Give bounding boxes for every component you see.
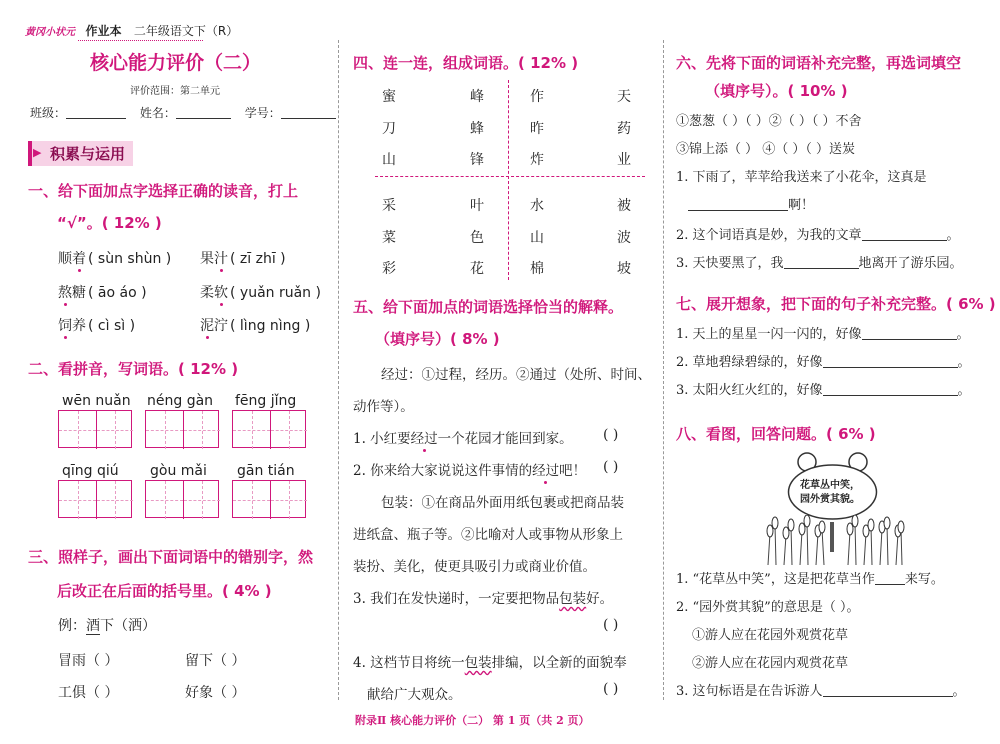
q8-option: ①游人应在花园外观赏花草 <box>692 628 849 643</box>
q4-title: 四、连一连，组成词语。( 12% ) <box>353 54 579 72</box>
sign-text: 园外赏其貌。 <box>800 494 860 505</box>
pinyin-label: gān tián <box>237 463 295 479</box>
writing-grid[interactable] <box>145 480 219 518</box>
q6-sentence: 3. 天快要黑了，我 地离开了游乐园。 <box>676 256 963 271</box>
q4-char[interactable]: 彩 <box>382 261 396 277</box>
flower-bed-illustration <box>762 515 907 565</box>
scope-text: 评价范围：第二单元 <box>130 86 220 97</box>
q6-sentence: 1. 下雨了，苹苹给我送来了小花伞，这真是 <box>676 170 927 185</box>
q6-word-row[interactable]: ①葱葱（ ）（ ）②（ ）（ ）不舍 <box>676 114 862 129</box>
q4-char[interactable]: 棉 <box>530 261 544 277</box>
q8-option: ②游人应在花园内观赏花草 <box>692 656 849 671</box>
q6-sentence: 啊！ <box>688 194 814 213</box>
class-field[interactable] <box>66 105 126 119</box>
q4-char[interactable]: 蜂 <box>470 121 484 137</box>
q4-char[interactable]: 山 <box>382 152 396 168</box>
q7-item: 3. 太阳火红火红的，好像 。 <box>676 383 971 398</box>
q1-title-line2: “√”。( 12% ) <box>57 214 162 232</box>
q5-answer-paren[interactable]: ( ) <box>603 459 619 475</box>
answer-blank[interactable] <box>688 197 788 211</box>
q4-char[interactable]: 菜 <box>382 230 396 246</box>
q3-title-line1: 三、照样子，画出下面词语中的错别字，然 <box>28 548 314 566</box>
answer-blank[interactable] <box>823 382 958 396</box>
q4-char[interactable]: 药 <box>617 121 631 137</box>
q4-char[interactable]: 花 <box>470 261 484 277</box>
middle-column <box>345 0 663 744</box>
q5-answer-paren[interactable]: ( ) <box>603 681 619 697</box>
q4-char[interactable]: 水 <box>530 198 544 214</box>
q1-item: 饲养 ( cì sì ) <box>58 318 136 334</box>
q5-title-line2: （填序号）( 8% ) <box>375 330 500 348</box>
book-type: 作业本 <box>85 24 122 38</box>
q4-char[interactable]: 刀 <box>382 121 396 137</box>
q3-item[interactable]: 好象（ ） <box>185 685 246 701</box>
logo: 黄冈小状元 <box>25 27 75 38</box>
q8-question: 3. 这句标语是在告诉游人 。 <box>676 684 966 699</box>
q6-title-line1: 六、先将下面的词语补充完整，再选词填空 <box>676 54 962 72</box>
writing-grid[interactable] <box>145 410 219 448</box>
answer-blank[interactable] <box>823 683 953 697</box>
q5-sentence: 1. 小红要经过一个花园才能回到家。 <box>353 431 573 447</box>
q5-def1: 经过：①过程，经历。②通过（处所、时间、 <box>381 367 651 383</box>
writing-grid[interactable] <box>58 480 132 518</box>
q4-char[interactable]: 山 <box>530 230 544 246</box>
q1-item: 顺着 ( sùn shùn ) <box>58 251 172 267</box>
pinyin-label: wēn nuǎn <box>62 393 131 409</box>
answer-blank[interactable] <box>875 571 905 585</box>
q6-sentence: 2. 这个词语真是妙，为我的文章 。 <box>676 228 960 243</box>
q6-word-row[interactable]: ③锦上添（ ） ④（ ）（ ）送炭 <box>676 142 856 157</box>
writing-grid[interactable] <box>58 410 132 448</box>
q1-item: 泥泞 ( lìng nìng ) <box>200 318 311 334</box>
q4-horizontal-divider <box>375 176 645 177</box>
q4-char[interactable]: 锋 <box>470 152 484 168</box>
q4-char[interactable]: 采 <box>382 198 396 214</box>
q5-sentence: 2. 你来给大家说说这件事情的经过吧！ <box>353 463 587 479</box>
column-divider <box>338 40 339 700</box>
q7-title: 七、展开想象，把下面的句子补充完整。( 6% ) <box>676 295 996 313</box>
q1-item: 柔软 ( yuǎn ruǎn ) <box>200 285 321 301</box>
name-field[interactable] <box>176 105 231 119</box>
id-label: 学号： <box>244 106 281 120</box>
q3-item[interactable]: 工俱（ ） <box>58 685 119 701</box>
q2-title: 二、看拼音，写词语。( 12% ) <box>28 360 239 378</box>
q4-char[interactable]: 叶 <box>470 198 484 214</box>
subject: 二年级语文下（R） <box>133 24 239 38</box>
q4-char[interactable]: 天 <box>617 89 631 105</box>
q3-title-line2: 后改正在后面的括号里。( 4% ) <box>57 582 272 600</box>
q5-answer-paren[interactable]: ( ) <box>603 617 619 633</box>
writing-grid[interactable] <box>232 480 306 518</box>
header <box>25 22 239 39</box>
column-divider <box>663 40 664 700</box>
q5-sentence: 3. 我们在发快递时，一定要把物品包装好。 <box>353 591 614 607</box>
q4-vertical-divider <box>508 80 509 280</box>
q3-item[interactable]: 冒雨（ ） <box>58 653 119 669</box>
q8-question: 1. “花草丛中笑”，这是把花草当作 来写。 <box>676 572 944 587</box>
class-label: 班级： <box>30 106 67 120</box>
q5-def2: 包装：①在商品外面用纸包裹或把商品装 <box>381 495 624 511</box>
part-tag: 积累与运用 <box>28 141 133 166</box>
q4-char[interactable]: 坡 <box>617 261 631 277</box>
header-rule <box>78 40 203 41</box>
id-field[interactable] <box>281 105 336 119</box>
q5-def1: 动作等）。 <box>353 399 414 415</box>
left-column <box>0 0 335 744</box>
q5-def2: 装扮、美化，使更具吸引力或商业价值。 <box>353 559 596 575</box>
part-tag-arrow-icon: ▶ <box>33 146 42 159</box>
student-fields <box>30 104 336 121</box>
q4-char[interactable]: 色 <box>470 230 484 246</box>
answer-blank[interactable] <box>784 255 859 269</box>
q7-item: 2. 草地碧绿碧绿的，好像 。 <box>676 355 971 370</box>
pinyin-label: néng gàn <box>147 393 214 409</box>
q1-title-line1: 一、给下面加点字选择正确的读音，打上 <box>28 182 299 200</box>
q1-item: 熬糖 ( āo áo ) <box>58 285 147 301</box>
pinyin-label: qīng qiú <box>62 463 119 479</box>
q8-question[interactable]: 2. “园外赏其貌”的意思是（ ）。 <box>676 600 860 615</box>
q4-char[interactable]: 波 <box>617 230 631 246</box>
example-wrong-char: 酒 <box>86 618 100 634</box>
page-footer: 附录Ⅱ 核心能力评价（二） 第 1 页（共 2 页） <box>355 714 590 727</box>
q4-char[interactable]: 蜜 <box>382 89 396 105</box>
answer-blank[interactable] <box>823 354 958 368</box>
pinyin-label: fēng jǐng <box>235 393 297 409</box>
q4-char[interactable]: 昨 <box>530 121 544 137</box>
writing-grid[interactable] <box>232 410 306 448</box>
q7-item: 1. 天上的星星一闪一闪的，好像 。 <box>676 327 970 342</box>
q4-char[interactable]: 炸 <box>530 152 544 168</box>
q3-example: 例：酒下（洒） <box>58 618 156 634</box>
answer-blank[interactable] <box>862 227 947 241</box>
q6-title-line2: （填序号）。( 10% ) <box>705 82 848 100</box>
q5-title-line1: 五、给下面加点的词语选择恰当的解释。 <box>353 298 624 316</box>
q4-char[interactable]: 作 <box>530 89 544 105</box>
q8-title: 八、看图，回答问题。( 6% ) <box>676 425 876 443</box>
answer-blank[interactable] <box>862 326 957 340</box>
q3-item[interactable]: 留下（ ） <box>185 653 246 669</box>
q1-item: 果汁 ( zī zhī ) <box>200 251 286 267</box>
sign-text: 花草丛中笑， <box>800 480 860 491</box>
q5-def2: 进纸盒、瓶子等。②比喻对人或事物从形象上 <box>353 527 623 543</box>
q5-sentence: 4. 这档节目将统一包装排编，以全新的面貌奉 <box>353 655 627 671</box>
q5-answer-paren[interactable]: ( ) <box>603 427 619 443</box>
q4-char[interactable]: 业 <box>617 152 631 168</box>
name-label: 姓名： <box>139 106 176 120</box>
q4-char[interactable]: 峰 <box>470 89 484 105</box>
q4-char[interactable]: 被 <box>617 198 631 214</box>
page-title: 核心能力评价（二） <box>90 52 262 74</box>
q5-sentence-cont: 献给广大观众。 <box>367 687 462 703</box>
pinyin-label: gòu mǎi <box>150 463 207 479</box>
right-column <box>670 0 1000 744</box>
